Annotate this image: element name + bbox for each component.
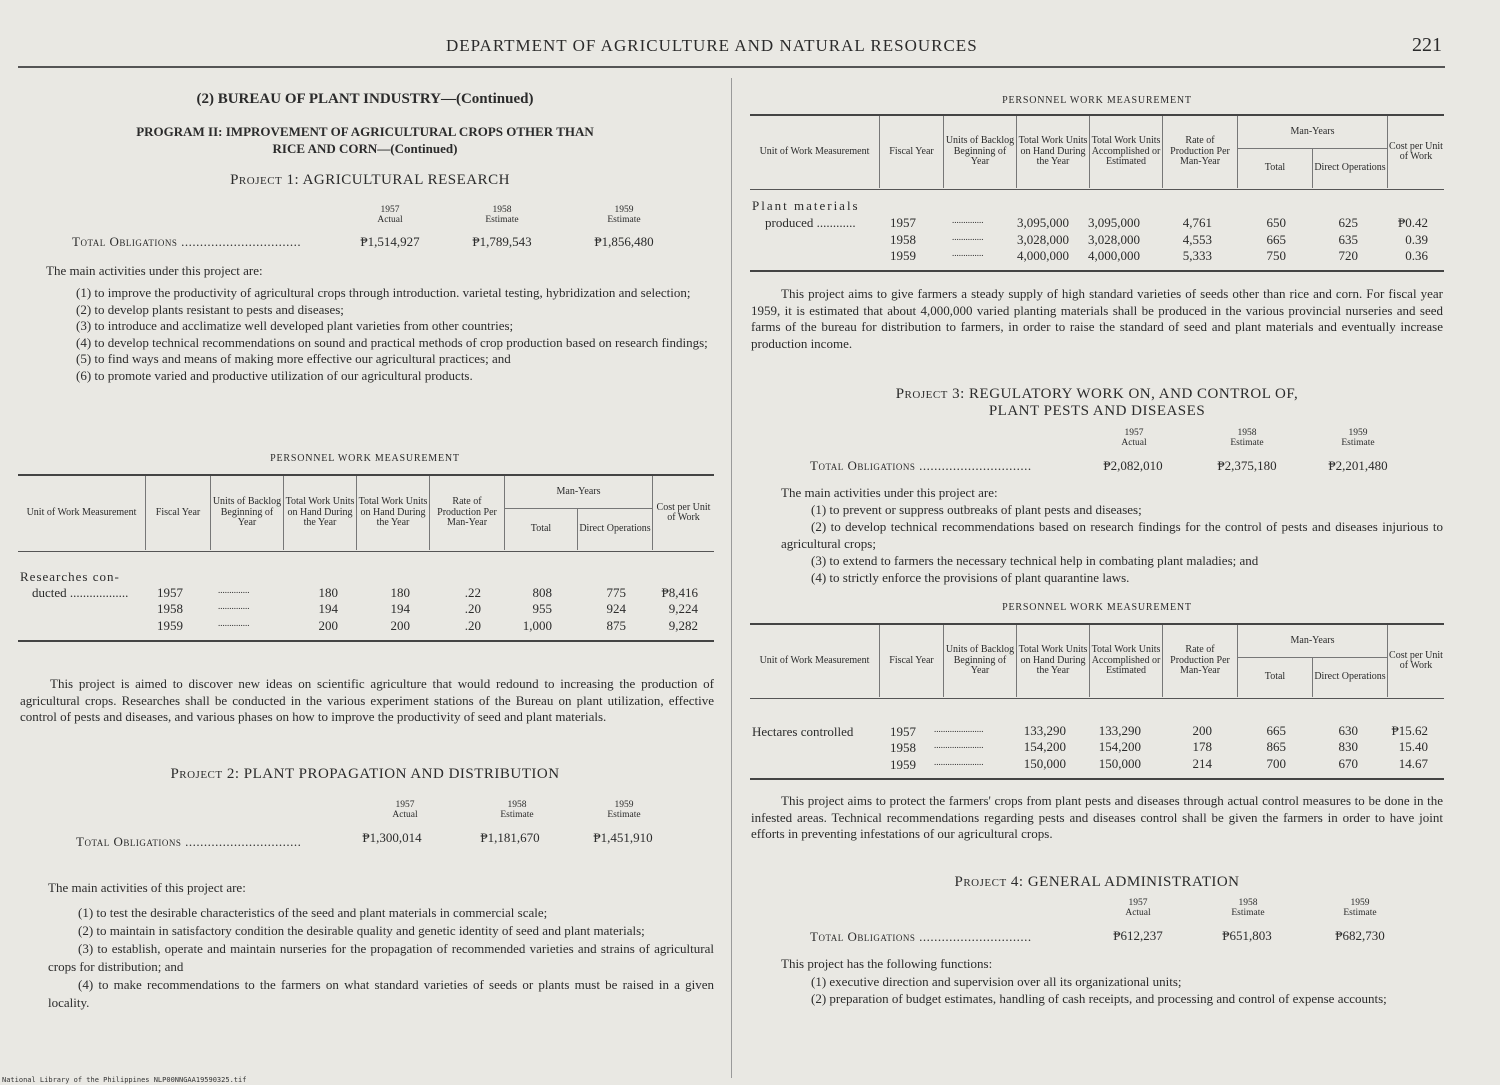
project4-functions xyxy=(781,973,1443,1007)
list-item: (1) executive direction and supervision over all its organizational units; xyxy=(811,974,1182,989)
col-direct: Direct Operations xyxy=(1313,149,1388,189)
ob-header-1958: 1958 Estimate xyxy=(1231,898,1265,918)
col-manyears: Man-Years xyxy=(505,476,653,509)
col-cost: Cost per Unit of Work xyxy=(656,501,711,523)
unit-label: Plant materials xyxy=(752,198,860,213)
project3-title-line2: PLANT PESTS AND DISEASES xyxy=(988,403,1206,419)
col-cost: Cost per Unit of Work xyxy=(1389,649,1443,671)
col-manyears: Man-Years xyxy=(1238,625,1388,658)
list-item: (3) to extend to farmers the necessary technical help in combating plant maladies; and xyxy=(811,553,1259,568)
col-manyears: Man-Years xyxy=(1238,116,1388,149)
table-bottom-rule xyxy=(18,640,714,642)
table-bottom-rule xyxy=(750,778,1444,780)
ob-header-1957: 1957 Actual xyxy=(392,800,418,820)
unit-label: Hectares controlled xyxy=(752,724,854,739)
project1-intro: The main activities under this project are: xyxy=(46,263,263,278)
list-item: (1) to improve the productivity of agricultural crops through introduction. varietal testing, hybridization and selection; xyxy=(76,285,691,300)
col-total: Total xyxy=(1238,149,1313,189)
table-bottom-rule xyxy=(750,270,1444,272)
list-item: (2) to maintain in satisfactory condition the desirable quality and genetic identity of seed and plant materials; xyxy=(78,923,645,938)
col-backlog: Units of Backlog Beginning of Year xyxy=(944,625,1017,697)
total-obligations-1958: ₱2,375,180 xyxy=(1217,458,1277,473)
col-done: Total Work Units Accomplished or Estimated xyxy=(1090,116,1163,188)
col-fiscal: Fiscal Year xyxy=(880,116,944,188)
total-obligations-1958: ₱1,181,670 xyxy=(480,830,540,845)
ob-header-1959: 1959 Estimate xyxy=(607,205,641,225)
ob-header-1959: 1959 Estimate xyxy=(1341,428,1375,448)
list-item: (3) to establish, operate and maintain nurseries for the propagation of recommended varieties and strains of agricultural crops for distribution; and xyxy=(48,941,714,974)
ob-header-1958: 1958 Estimate xyxy=(500,800,534,820)
project2-description: This project aims to give farmers a steady supply of high standard varieties of seeds other than rice and corn. For fiscal year 1959, it is estimated that about 4,000,000 varied planting materials shall be produced in the various provincial nurseries and seed farms of the bureau for distribution to farmers, in order to raise the standard of seed and plant materials and eventually increase production income. xyxy=(751,286,1443,351)
ob-header-1958: 1958 Estimate xyxy=(1230,428,1264,448)
total-obligations-1958: ₱1,789,543 xyxy=(472,234,532,249)
col-rate: Rate of Production Per Man-Year xyxy=(1163,625,1238,697)
list-item: (4) to develop technical recommendations on sound and practical methods of crop production based on research findings; xyxy=(76,334,708,350)
col-hand: Total Work Units on Hand During the Year xyxy=(1017,625,1090,697)
col-backlog: Units of Backlog Beginning of Year xyxy=(211,476,284,550)
project4-title: Project 4: GENERAL ADMINISTRATION xyxy=(954,874,1240,890)
total-obligations-1959: ₱682,730 xyxy=(1335,928,1385,943)
header-rule xyxy=(18,66,1445,68)
project1-activities xyxy=(46,285,712,384)
list-item: (2) to develop plants resistant to pests and diseases; xyxy=(76,301,344,317)
ob-header-1957: 1957 Actual xyxy=(1121,428,1147,448)
total-obligations-label: Total Obligations ................................ xyxy=(72,234,302,249)
total-obligations-1957: ₱612,237 xyxy=(1113,928,1163,943)
page-header xyxy=(0,36,1500,60)
unit-label: produced ............ xyxy=(765,215,856,230)
col-direct: Direct Operations xyxy=(1313,658,1388,698)
total-obligations-1957: ₱2,082,010 xyxy=(1103,458,1163,473)
project3-intro: The main activities under this project are: xyxy=(781,485,998,500)
unit-label: ducted .................. xyxy=(32,585,129,600)
ob-header-1959: 1959 Estimate xyxy=(607,800,641,820)
ob-header-1959: 1959 Estimate xyxy=(1343,898,1377,918)
pwm-title: PERSONNEL WORK MEASUREMENT xyxy=(1002,95,1192,106)
pwm-title: PERSONNEL WORK MEASUREMENT xyxy=(1002,602,1192,613)
col-total: Total xyxy=(505,509,578,551)
ob-header-1957: 1957 Actual xyxy=(377,205,403,225)
ob-header-1957: 1957 Actual xyxy=(1125,898,1151,918)
list-item: (3) to introduce and acclimatize well developed plant varieties from other countries; xyxy=(76,318,514,333)
total-obligations-1958: ₱651,803 xyxy=(1222,928,1272,943)
col-hand: Total Work Units on Hand During the Year xyxy=(284,476,357,550)
pwm-title: PERSONNEL WORK MEASUREMENT xyxy=(270,453,460,464)
col-rate: Rate of Production Per Man-Year xyxy=(430,476,505,550)
total-obligations-label: Total Obligations .............................. xyxy=(810,458,1032,473)
total-obligations-1959: ₱1,451,910 xyxy=(593,830,653,845)
scan-footer: National Library of the Philippines NLP00NNGAA19590325.tif xyxy=(2,1076,247,1084)
project4-intro: This project has the following functions: xyxy=(781,956,993,971)
project3-title-line1: Project 3: REGULATORY WORK ON, AND CONTROL OF, xyxy=(895,386,1299,402)
total-obligations-1957: ₱1,300,014 xyxy=(362,830,422,845)
bureau-heading: (2) BUREAU OF PLANT INDUSTRY—(Continued) xyxy=(196,91,534,107)
project2-activities xyxy=(48,904,714,1012)
column-divider xyxy=(731,78,732,1078)
col-direct: Direct Operations xyxy=(578,509,653,551)
col-done: Total Work Units on Hand During the Year xyxy=(357,476,430,550)
total-obligations-1957: ₱1,514,927 xyxy=(360,234,420,249)
total-obligations-1959: ₱1,856,480 xyxy=(594,234,654,249)
col-unit: Unit of Work Measurement xyxy=(18,476,146,550)
list-item: (5) to find ways and means of making more effective our agricultural practices; and xyxy=(76,351,511,366)
col-rate: Rate of Production Per Man-Year xyxy=(1163,116,1238,188)
list-item: (2) preparation of budget estimates, handling of cash receipts, and processing and control of expense accounts; xyxy=(811,991,1387,1006)
col-total: Total xyxy=(1238,658,1313,698)
col-fiscal: Fiscal Year xyxy=(146,476,211,550)
page-number: 221 xyxy=(1412,34,1442,56)
ob-header-1958: 1958 Estimate xyxy=(485,205,519,225)
list-item: (2) to develop technical recommendations based on research findings for the control of pests and diseases injurious to agricultural crops; xyxy=(781,519,1443,551)
table-header-rule xyxy=(750,698,1444,699)
col-cost: Cost per Unit of Work xyxy=(1389,140,1443,162)
project2-title: Project 2: PLANT PROPAGATION AND DISTRIBUTION xyxy=(170,766,560,782)
total-obligations-1959: ₱2,201,480 xyxy=(1328,458,1388,473)
table-header-rule xyxy=(18,551,714,552)
list-item: (6) to promote varied and productive utilization of our agricultural products. xyxy=(76,367,473,383)
project1-description: This project is aimed to discover new ideas on scientific agriculture that would redound to increasing the production of agricultural crops. Researches shall be conducted in the various experiment stations of the Bureau on plant utilization, effective control of pests and diseases, and various phases on how to improve the productivity of seed and plant materials. xyxy=(20,676,714,724)
unit-label: Researches con- xyxy=(20,569,120,584)
col-unit: Unit of Work Measurement xyxy=(750,116,880,188)
department-title: DEPARTMENT OF AGRICULTURE AND NATURAL RESOURCES xyxy=(446,36,978,55)
project3-activities xyxy=(781,501,1443,586)
total-obligations-label: Total Obligations .............................. xyxy=(810,929,1032,944)
pwm-table-header-p1 xyxy=(18,476,714,550)
project3-description: This project aims to protect the farmers' crops from plant pests and diseases through actual control measures to be done in the infested areas. Technical recommendations regarding pests and diseases control shall be given the farmers in order to have joint efforts in preventing infestations of our agricultural crops. xyxy=(751,793,1443,841)
list-item: (4) to strictly enforce the provisions of plant quarantine laws. xyxy=(811,570,1130,585)
col-done: Total Work Units Accomplished or Estimated xyxy=(1090,625,1163,697)
list-item: (1) to prevent or suppress outbreaks of plant pests and diseases; xyxy=(811,502,1142,517)
pwm-table-header-p3 xyxy=(750,625,1444,697)
pwm-table-header-p2 xyxy=(750,116,1444,188)
table-header-rule xyxy=(750,189,1444,190)
list-item: (4) to make recommendations to the farmers on what standard varieties of seeds or plants must be raised in a given locality. xyxy=(48,977,714,1010)
project1-title: Project 1: AGRICULTURAL RESEARCH xyxy=(230,172,510,188)
list-item: (1) to test the desirable characteristics of the seed and plant materials in commercial scale; xyxy=(78,905,548,920)
col-fiscal: Fiscal Year xyxy=(880,625,944,697)
project2-intro: The main activities of this project are: xyxy=(48,880,246,895)
col-unit: Unit of Work Measurement xyxy=(750,625,880,697)
col-hand: Total Work Units on Hand During the Year xyxy=(1017,116,1090,188)
col-backlog: Units of Backlog Beginning of Year xyxy=(944,116,1017,188)
program-heading-line2: RICE AND CORN—(Continued) xyxy=(272,141,458,156)
program-heading-line1: PROGRAM II: IMPROVEMENT OF AGRICULTURAL CROPS OTHER THAN xyxy=(136,124,594,139)
total-obligations-label: Total Obligations ............................... xyxy=(76,834,302,849)
